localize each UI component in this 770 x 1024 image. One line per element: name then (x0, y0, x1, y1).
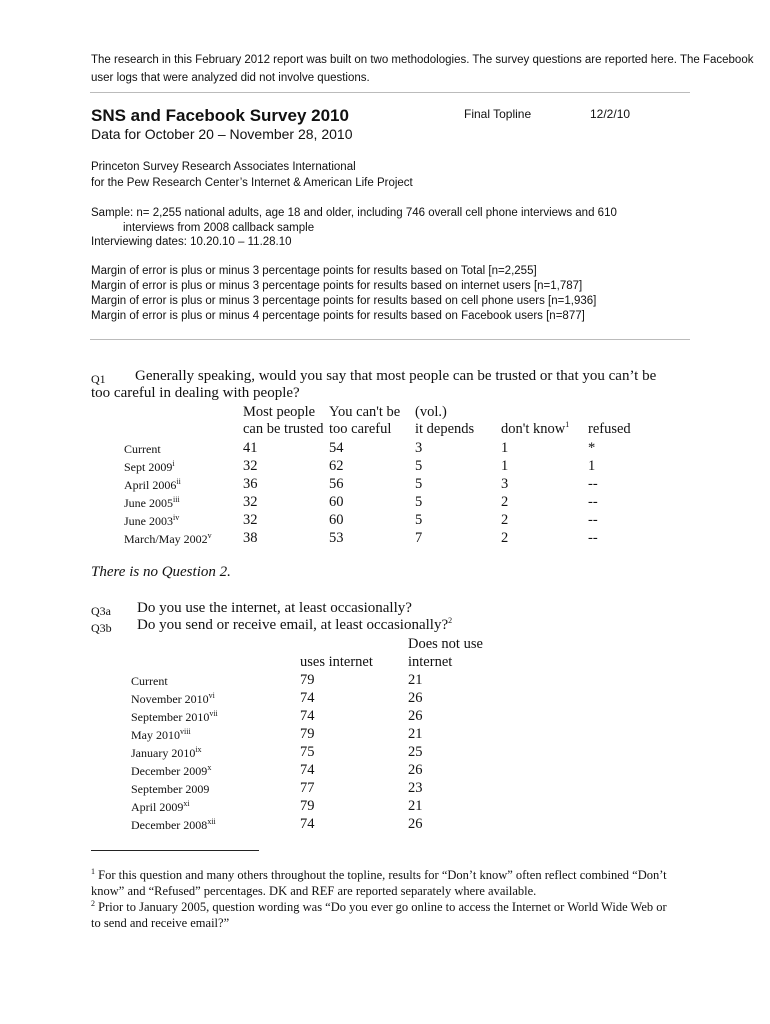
q1-cell: 32 (243, 512, 258, 528)
q1-cell: 1 (501, 440, 509, 456)
margin-line: Margin of error is plus or minus 4 percentage points for results based on Facebook users [n=877] (91, 310, 585, 322)
q3b-text: Do you send or receive email, at least occasionally?$^2$ (137, 616, 453, 633)
footnote-1: $^1$ For this question and many others throughout the topline, results for “Don’t know” often reflect combined “Don’t (91, 866, 667, 882)
q1-col-header: (vol.) (415, 404, 447, 420)
q1-col-header: too careful (329, 421, 392, 437)
q1-row-label: March/May 2002$^v$ (124, 531, 212, 546)
q1-cell: * (588, 440, 596, 456)
q1-cell: 5 (415, 458, 423, 474)
endnote-ref: xi (183, 799, 190, 808)
q1-col-header: refused (588, 421, 631, 437)
footnote-1-cont: know” and “Refused” percentages. DK and REF are reported separately where available. (91, 884, 537, 898)
q3a-label: Q3a (91, 604, 111, 618)
intro-line-2: user logs that were analyzed did not involve questions. (91, 72, 370, 84)
interview-dates: Interviewing dates: 10.20.10 – 11.28.10 (91, 236, 292, 248)
q3-row-label: May 2010$^{viii}$ (131, 727, 191, 742)
q1-col-header: don't know$^1$ (501, 420, 570, 437)
q3-col-header: Does not use (408, 636, 483, 652)
q1-cell: -- (588, 494, 598, 510)
endnote-ref: v (207, 531, 212, 540)
q1-row-label: April 2006$^{ii}$ (124, 477, 181, 492)
data-dates: Data for October 20 – November 28, 2010 (91, 126, 353, 142)
q3-cell: 74 (300, 762, 315, 778)
report-date: 12/2/10 (590, 107, 631, 121)
q1-row-label: June 2003$^{iv}$ (124, 513, 180, 528)
q1-cell: -- (588, 530, 598, 546)
q3-cell: 79 (300, 726, 315, 742)
endnote-ref: ii (176, 477, 181, 486)
q3-cell: 26 (408, 816, 423, 832)
q1-col-header: You can't be (329, 404, 401, 420)
q3-cell: 79 (300, 672, 315, 688)
divider (90, 339, 690, 340)
footnote-rule (91, 850, 259, 851)
q1-cell: 36 (243, 476, 258, 492)
no-question-2: There is no Question 2. (91, 564, 231, 580)
q3-row-label: January 2010$^{ix}$ (131, 745, 202, 760)
endnote-ref: vi (208, 691, 215, 700)
margin-line: Margin of error is plus or minus 3 percentage points for results based on Total [n=2,255] (91, 265, 537, 277)
q3-cell: 74 (300, 690, 315, 706)
footnote-ref: 2 (448, 616, 453, 625)
q3-cell: 75 (300, 744, 315, 760)
q1-row-label: Sept 2009$^i$ (124, 459, 175, 474)
q3-row-label: Current (131, 674, 168, 688)
footnote-ref: 1 (565, 420, 570, 430)
divider (90, 92, 690, 93)
sample-line-1: Sample: n= 2,255 national adults, age 18 and older, including 746 overall cell phone interviews and 610 (91, 207, 617, 219)
q3-cell: 26 (408, 762, 423, 778)
q3-cell: 79 (300, 798, 315, 814)
q1-cell: 5 (415, 512, 423, 528)
q1-col-header: Most people (243, 404, 316, 420)
q3-row-label: December 2008$^{xii}$ (131, 817, 216, 832)
endnote-ref: xii (207, 817, 216, 826)
endnote-ref: viii (180, 727, 191, 736)
q3-cell: 74 (300, 816, 315, 832)
q1-cell: 7 (415, 530, 423, 546)
q1-cell: 5 (415, 494, 423, 510)
q1-cell: 32 (243, 494, 258, 510)
q1-cell: 3 (501, 476, 509, 492)
q1-row-label: June 2005$^{iii}$ (124, 495, 180, 510)
endnote-ref: x (207, 763, 212, 772)
q3-col-header: internet (408, 654, 453, 670)
page-title: SNS and Facebook Survey 2010 (91, 106, 349, 125)
q1-col-header: can be trusted (243, 421, 324, 437)
q1-text-2: too careful in dealing with people? (91, 385, 300, 401)
q3-col-header: uses internet (300, 654, 373, 670)
q1-cell: 56 (329, 476, 344, 492)
q3-cell: 77 (300, 780, 315, 796)
org-line-1: Princeton Survey Research Associates International (91, 161, 356, 173)
q3a-text: Do you use the internet, at least occasionally? (137, 600, 412, 616)
footnote-2: $^2$ Prior to January 2005, question wording was “Do you ever go online to access the Internet or World Wide Web or (91, 898, 667, 914)
q1-cell: -- (588, 476, 598, 492)
q1-cell: 38 (243, 530, 258, 546)
q3-cell: 21 (408, 672, 423, 688)
q3b-label: Q3b (91, 621, 112, 635)
q1-cell: 54 (329, 440, 344, 456)
q1-cell: 5 (415, 476, 423, 492)
q1-label: Q1 (91, 372, 106, 386)
q3-row-label: April 2009$^{xi}$ (131, 799, 190, 814)
q1-row-label: Current (124, 442, 161, 456)
q3-cell: 21 (408, 798, 423, 814)
q3-cell: 21 (408, 726, 423, 742)
endnote-ref: iv (173, 513, 180, 522)
q1-cell: 3 (415, 440, 423, 456)
q1-cell: 62 (329, 458, 344, 474)
intro-line-1: The research in this February 2012 report was built on two methodologies. The survey questions are reported here. The Facebook (91, 54, 754, 66)
q1-cell: 2 (501, 530, 509, 546)
q3-cell: 26 (408, 690, 423, 706)
q1-cell: -- (588, 512, 598, 528)
footnote-2-cont: to send and receive email?” (91, 916, 230, 930)
q1-cell: 2 (501, 512, 509, 528)
q3-cell: 74 (300, 708, 315, 724)
q3-cell: 23 (408, 780, 423, 796)
q3-row-label: September 2009 (131, 782, 210, 796)
q1-cell: 41 (243, 440, 258, 456)
endnote-ref: i (172, 459, 175, 468)
q1-text-1: Generally speaking, would you say that most people can be trusted or that you can’t be (135, 368, 657, 384)
q1-cell: 32 (243, 458, 258, 474)
endnote-ref: vii (209, 709, 218, 718)
margin-line: Margin of error is plus or minus 3 percentage points for results based on cell phone users [n=1,936] (91, 295, 597, 307)
endnote-ref: ix (195, 745, 202, 754)
q1-col-header: it depends (415, 421, 475, 437)
margin-line: Margin of error is plus or minus 3 percentage points for results based on internet users [n=1,787] (91, 280, 583, 292)
q1-cell: 53 (329, 530, 344, 546)
q3-row-label: November 2010$^{vi}$ (131, 691, 215, 706)
q3-row-label: September 2010$^{vii}$ (131, 709, 218, 724)
q1-cell: 1 (501, 458, 509, 474)
endnote-ref: iii (173, 495, 180, 504)
q1-cell: 60 (329, 512, 344, 528)
q3-cell: 25 (408, 744, 423, 760)
q3-row-label: December 2009$^x$ (131, 763, 212, 778)
org-line-2: for the Pew Research Center’s Internet & American Life Project (91, 177, 413, 189)
final-topline: Final Topline (464, 107, 532, 121)
sample-line-2: interviews from 2008 callback sample (123, 222, 315, 234)
q1-cell: 60 (329, 494, 344, 510)
q1-cell: 1 (588, 458, 596, 474)
q3-cell: 26 (408, 708, 423, 724)
q1-cell: 2 (501, 494, 509, 510)
